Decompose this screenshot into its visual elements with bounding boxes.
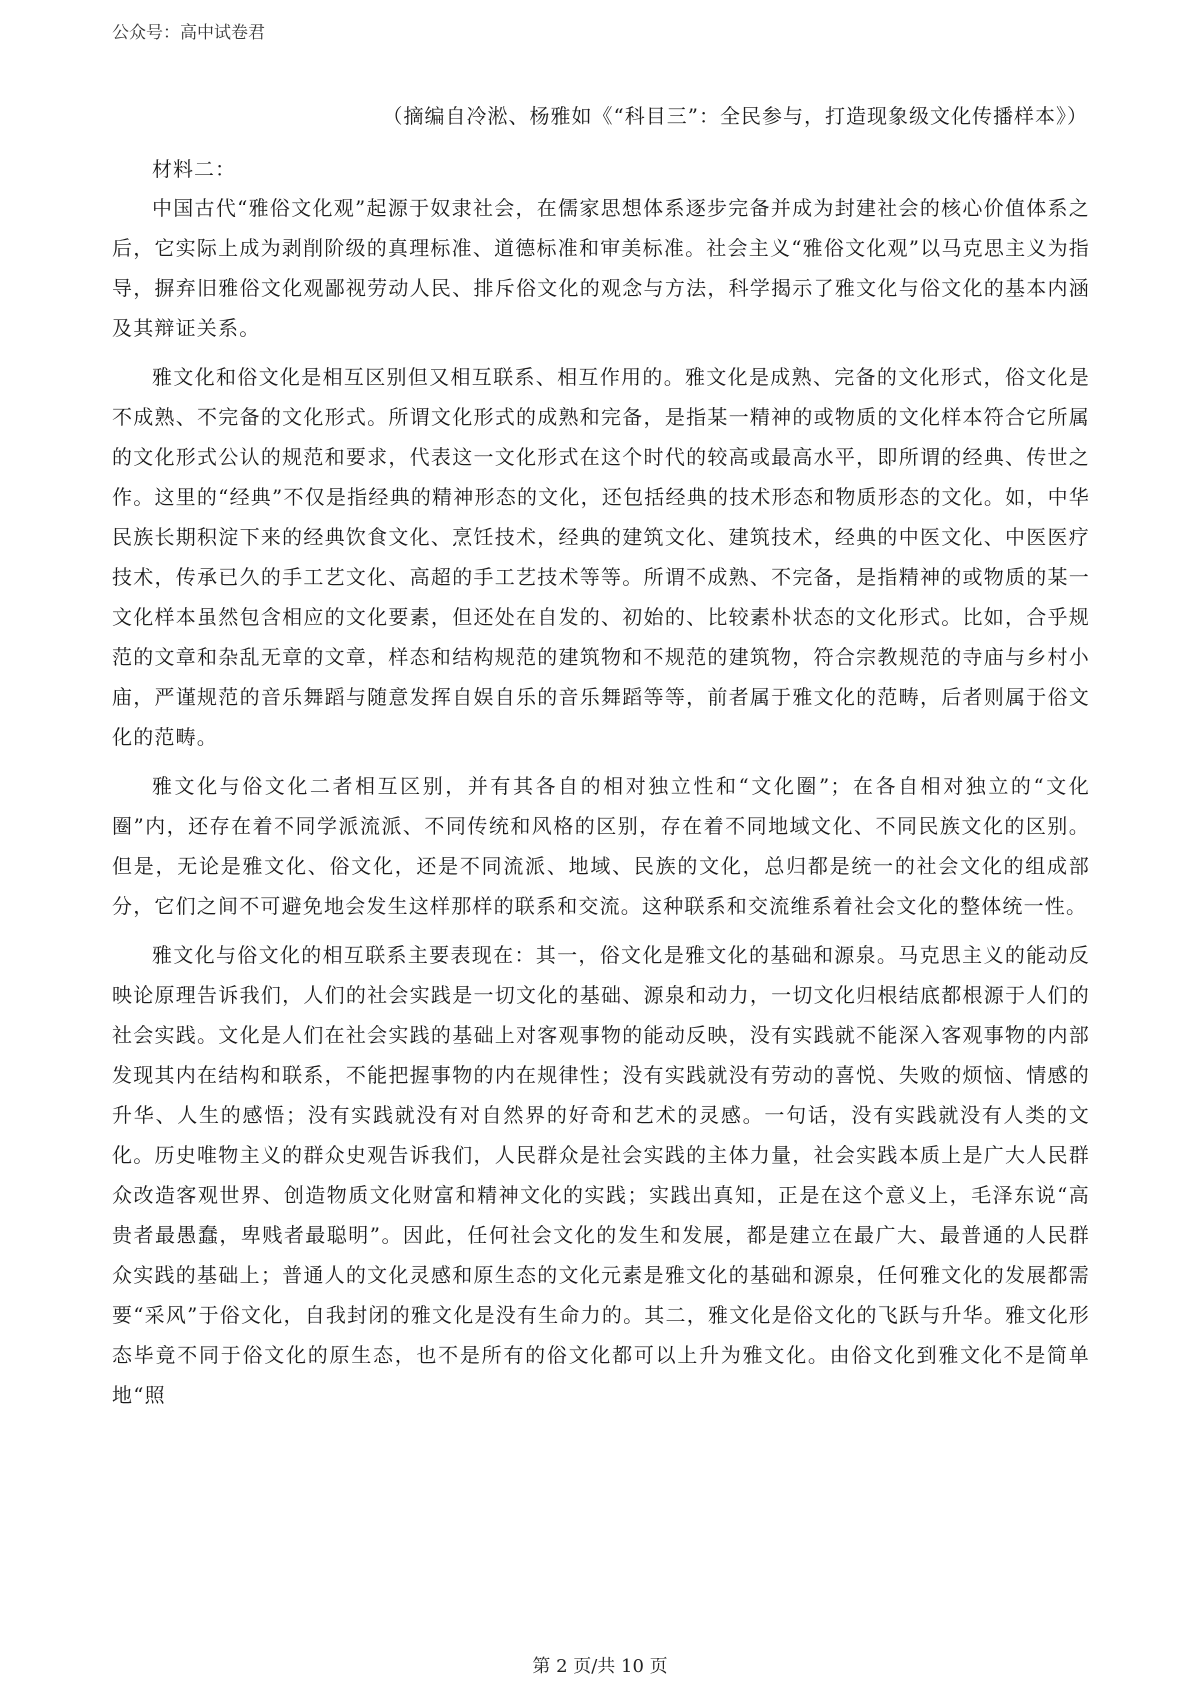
article-paragraph: 雅文化与俗文化的相互联系主要表现在：其一，俗文化是雅文化的基础和源泉。马克思主义的能动反映论原理告诉我们，人们的社会实践是一切文化的基础、源泉和动力，一切文化归根结底都根源于人们的社会实践。文化是人们在社会实践的基础上对客观事物的能动反映，没有实践就不能深入客观事物的内部发现其内在结构和联系，不能把握事物的内在规律性；没有实践就没有劳动的喜悦、失败的烦恼、情感的升华、人生的感悟；没有实践就没有对自然界的好奇和艺术的灵感。一句话，没有实践就没有人类的文化。历史唯物主义的群众史观告诉我们，人民群众是社会实践的主体力量，社会实践本质上是广大人民群众改造客观世界、创造物质文化财富和精神文化的实践；实践出真知，正是在这个意义上，毛泽东说“高贵者最愚蠢，卑贱者最聪明”。因此，任何社会文化的发生和发展，都是建立在最广大、最普通的人民群众实践的基础上；普通人的文化灵感和原生态的文化元素是雅文化的基础和源泉，任何雅文化的发展都需要“采风”于俗文化，自我封闭的雅文化是没有生命力的。其二，雅文化是俗文化的飞跃与升华。雅文化形态毕竟不同于俗文化的原生态，也不是所有的俗文化都可以上升为雅文化。由俗文化到雅文化不是简单地“照 [112,943,1090,1407]
article-paragraph: 雅文化与俗文化二者相互区别，并有其各自的相对独立性和“文化圈”；在各自相对独立的“文化圈”内，还存在着不同学派流派、不同传统和风格的区别，存在着不同地域文化、不同民族文化的区别。但是，无论是雅文化、俗文化，还是不同流派、地域、民族的文化，总归都是统一的社会文化的组成部分，它们之间不可避免地会发生这样那样的联系和交流。这种联系和交流维系着社会文化的整体统一性。 [112,774,1090,918]
article-body [112,188,1090,1424]
page-indicator: 第 2 页/共 10 页 [532,1656,668,1677]
article-paragraph: 中国古代“雅俗文化观”起源于奴隶社会，在儒家思想体系逐步完备并成为封建社会的核心价值体系之后，它实际上成为剥削阶级的真理标准、道德标准和审美标准。社会主义“雅俗文化观”以马克思主义为指导，摒弃旧雅俗文化观鄙视劳动人民、排斥俗文化的观念与方法，科学揭示了雅文化与俗文化的基本内涵及其辩证关系。 [112,196,1090,340]
article-paragraph: 雅文化和俗文化是相互区别但又相互联系、相互作用的。雅文化是成熟、完备的文化形式，俗文化是不成熟、不完备的文化形式。所谓文化形式的成熟和完备，是指某一精神的或物质的文化样本符合它所属的文化形式公认的规范和要求，代表这一文化形式在这个时代的较高或最高水平，即所谓的经典、传世之作。这里的“经典”不仅是指经典的精神形态的文化，还包括经典的技术形态和物质形态的文化。如，中华民族长期积淀下来的经典饮食文化、烹饪技术，经典的建筑文化、建筑技术，经典的中医文化、中医医疗技术，传承已久的手工艺文化、高超的手工艺技术等等。所谓不成熟、不完备，是指精神的或物质的某一文化样本虽然包含相应的文化要素，但还处在自发的、初始的、比较素朴状态的文化形式。比如，合乎规范的文章和杂乱无章的文章，样态和结构规范的建筑物和不规范的建筑物，符合宗教规范的寺庙与乡村小庙，严谨规范的音乐舞蹈与随意发挥自娱自乐的音乐舞蹈等等，前者属于雅文化的范畴，后者则属于俗文化的范畴。 [112,365,1090,749]
section-heading: 材料二： [152,157,236,181]
source-citation: （摘编自冷淞、杨雅如《“科目三”：全民参与，打造现象级文化传播样本》） [382,104,1088,128]
account-label: 公众号：高中试卷君 [112,23,265,43]
